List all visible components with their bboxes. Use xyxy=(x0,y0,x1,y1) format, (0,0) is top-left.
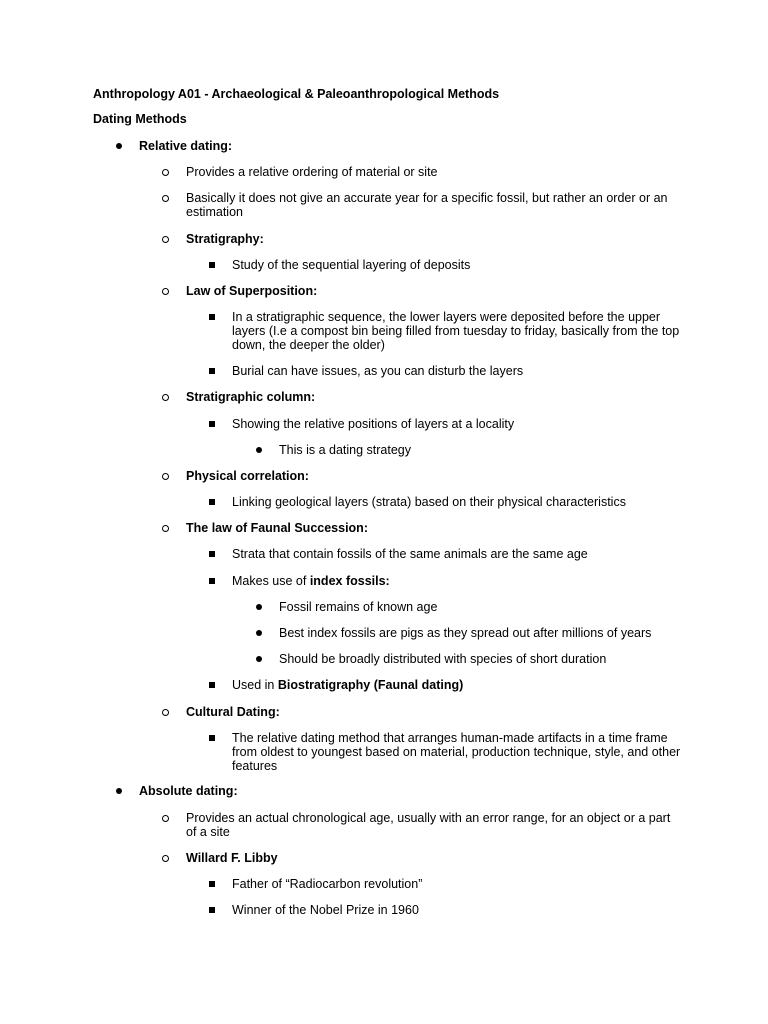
square-bullet-icon xyxy=(209,551,215,557)
bold-text: The law of Faunal Succession: xyxy=(186,521,368,535)
disc-bullet-icon xyxy=(116,788,122,794)
text: Winner of the Nobel Prize in 1960 xyxy=(232,903,419,917)
list-item xyxy=(279,443,684,457)
bold-text: Cultural Dating: xyxy=(186,705,280,719)
text: Burial can have issues, as you can disturb the layers xyxy=(232,364,524,378)
square-bullet-icon xyxy=(209,735,215,741)
disc-bullet-icon xyxy=(256,630,262,636)
list-item xyxy=(186,165,684,179)
square-bullet-icon xyxy=(209,499,215,505)
circle-bullet-icon xyxy=(162,473,169,480)
list-item xyxy=(232,547,684,561)
text: Strata that contain fossils of the same animals are the same age xyxy=(232,547,588,561)
text: Used in xyxy=(232,678,278,692)
square-bullet-icon xyxy=(209,578,215,584)
list-item xyxy=(186,191,684,219)
list-item xyxy=(186,469,684,483)
square-bullet-icon xyxy=(209,682,215,688)
section-heading: Dating Methods xyxy=(93,112,187,126)
list-item xyxy=(186,232,684,246)
text: Should be broadly distributed with species of short duration xyxy=(279,652,607,666)
square-bullet-icon xyxy=(209,421,215,427)
circle-bullet-icon xyxy=(162,169,169,176)
bold-text: Biostratigraphy (Faunal dating) xyxy=(277,678,464,692)
disc-bullet-icon xyxy=(256,447,262,453)
text: Father of “Radiocarbon revolution” xyxy=(232,877,423,891)
list-item xyxy=(186,705,684,719)
disc-bullet-icon xyxy=(256,604,262,610)
bold-text: Relative dating: xyxy=(139,139,233,153)
text: Provides an actual chronological age, usually with an error range, for an object or a part of a site xyxy=(186,811,671,839)
list-item xyxy=(139,139,684,153)
square-bullet-icon xyxy=(209,314,215,320)
circle-bullet-icon xyxy=(162,525,169,532)
bold-text: Absolute dating: xyxy=(139,784,238,798)
list-item xyxy=(232,495,684,509)
disc-bullet-icon xyxy=(116,143,122,149)
list-item xyxy=(139,784,684,798)
circle-bullet-icon xyxy=(162,709,169,716)
list-item xyxy=(279,652,684,666)
document-title: Anthropology A01 - Archaeological & Paleoanthropological Methods xyxy=(93,87,500,101)
list-item xyxy=(279,600,684,614)
list-item xyxy=(232,903,684,917)
circle-bullet-icon xyxy=(162,394,169,401)
disc-bullet-icon xyxy=(256,656,262,662)
text: Linking geological layers (strata) based on their physical characteristics xyxy=(232,495,626,509)
bold-text: Physical correlation: xyxy=(186,469,309,483)
list-item xyxy=(186,521,684,535)
text: This is a dating strategy xyxy=(279,443,412,457)
text: Study of the sequential layering of deposits xyxy=(232,258,471,272)
list-item xyxy=(279,626,684,640)
text: Makes use of xyxy=(232,574,310,588)
bold-text: Stratigraphy: xyxy=(186,232,264,246)
text: Fossil remains of known age xyxy=(279,600,438,614)
square-bullet-icon xyxy=(209,368,215,374)
list-item xyxy=(232,417,684,431)
list-item xyxy=(186,811,684,839)
list-item xyxy=(186,851,684,865)
text: Provides a relative ordering of material or site xyxy=(186,165,438,179)
list-item xyxy=(232,731,684,773)
circle-bullet-icon xyxy=(162,855,169,862)
bold-text: index fossils: xyxy=(309,574,390,588)
circle-bullet-icon xyxy=(162,288,169,295)
circle-bullet-icon xyxy=(162,815,169,822)
bold-text: Willard F. Libby xyxy=(186,851,278,865)
text: Showing the relative positions of layers at a locality xyxy=(232,417,515,431)
square-bullet-icon xyxy=(209,907,215,913)
text: Basically it does not give an accurate year for a specific fossil, but rather an order or an estimation xyxy=(186,191,668,219)
list-item xyxy=(232,258,684,272)
list-item xyxy=(232,678,684,692)
text: Best index fossils are pigs as they spread out after millions of years xyxy=(279,626,652,640)
square-bullet-icon xyxy=(209,262,215,268)
circle-bullet-icon xyxy=(162,195,169,202)
text: In a stratigraphic sequence, the lower layers were deposited before the upper layers (I.e a compost bin being filled from tuesday to friday, basically from the top down, the deeper the older) xyxy=(232,310,680,352)
list-item xyxy=(186,284,684,298)
list-item xyxy=(232,574,684,588)
bold-text: Law of Superposition: xyxy=(186,284,318,298)
list-item xyxy=(232,310,684,352)
text: The relative dating method that arranges human-made artifacts in a time frame from oldest to youngest based on material, production technique, style, and other features xyxy=(232,731,681,773)
list-item xyxy=(186,390,684,404)
list-item xyxy=(232,364,684,378)
square-bullet-icon xyxy=(209,881,215,887)
circle-bullet-icon xyxy=(162,236,169,243)
list-item xyxy=(232,877,684,891)
bold-text: Stratigraphic column: xyxy=(186,390,316,404)
